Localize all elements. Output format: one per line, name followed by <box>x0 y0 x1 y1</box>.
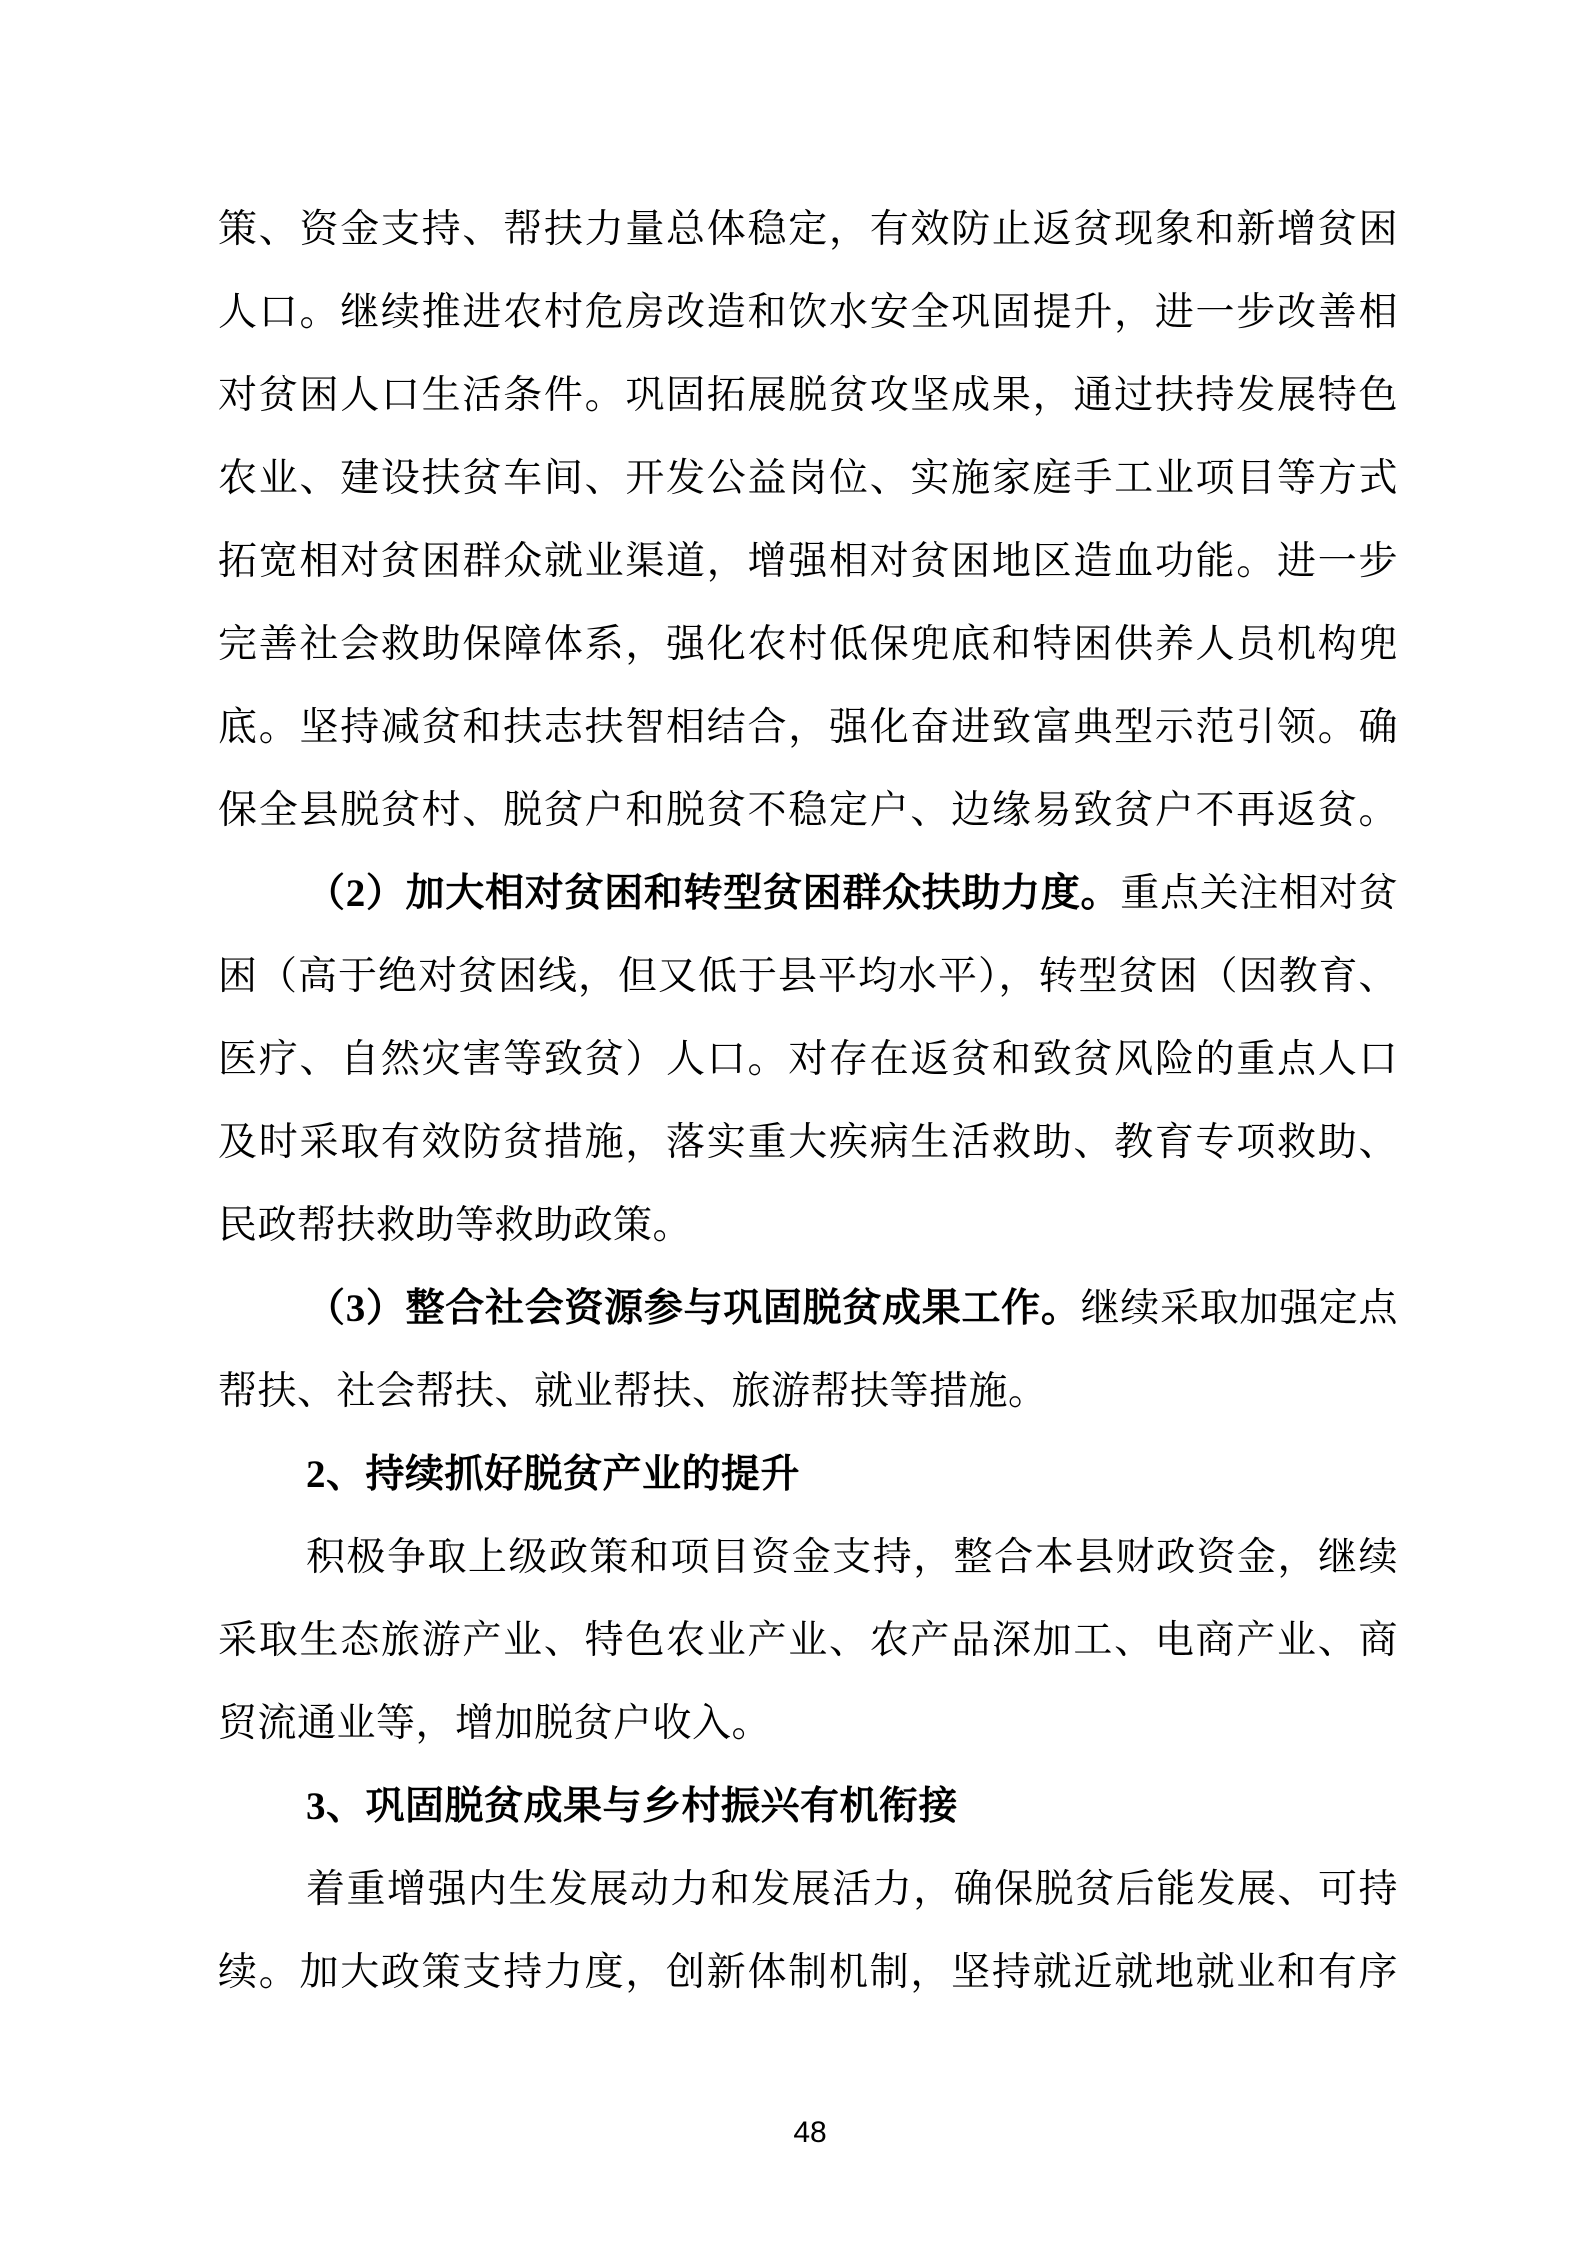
bold-segment: （3）整合社会资源参与巩固脱贫成果工作。 <box>306 1287 1081 1330</box>
text-segment: 保全县脱贫村、脱贫户和脱贫不稳定户、边缘易致贫户不再返贫。 <box>218 789 1398 832</box>
text-line <box>218 1184 1398 1267</box>
text-segment: 农业、建设扶贫车间、开发公益岗位、实施家庭手工业项目等方式 <box>218 457 1398 500</box>
text-segment: 完善社会救助保障体系，强化农村低保兜底和特困供养人员机构兜 <box>218 623 1398 666</box>
body-text <box>218 188 1398 2014</box>
text-line <box>218 1599 1398 1682</box>
text-line <box>218 188 1398 271</box>
text-line <box>218 437 1398 520</box>
text-segment: 重点关注相对贫 <box>1120 872 1398 915</box>
bold-segment: 2、持续抓好脱贫产业的提升 <box>306 1453 801 1496</box>
text-line <box>218 1101 1398 1184</box>
text-line <box>218 769 1398 852</box>
text-line <box>218 852 1398 935</box>
text-segment: 对贫困人口生活条件。巩固拓展脱贫攻坚成果，通过扶持发展特色 <box>218 374 1398 417</box>
text-line <box>218 1018 1398 1101</box>
text-line <box>218 1848 1398 1931</box>
section-heading <box>218 1765 1398 1848</box>
text-line <box>218 1516 1398 1599</box>
bold-segment: （2）加大相对贫困和转型贫困群众扶助力度。 <box>306 872 1121 915</box>
section-heading <box>218 1433 1398 1516</box>
text-segment: 拓宽相对贫困群众就业渠道，增强相对贫困地区造血功能。进一步 <box>218 540 1398 583</box>
text-segment: 续。加大政策支持力度，创新体制机制，坚持就近就地就业和有序 <box>218 1951 1398 1994</box>
text-line <box>218 686 1398 769</box>
text-line <box>218 1350 1398 1433</box>
text-segment: 底。坚持减贫和扶志扶智相结合，强化奋进致富典型示范引领。确 <box>218 706 1398 749</box>
text-segment: 医疗、自然灾害等致贫）人口。对存在返贫和致贫风险的重点人口 <box>218 1038 1398 1081</box>
text-segment: 继续采取加强定点 <box>1080 1287 1398 1330</box>
text-line <box>218 1267 1398 1350</box>
text-segment: 采取生态旅游产业、特色农业产业、农产品深加工、电商产业、商 <box>218 1619 1398 1662</box>
text-line <box>218 1682 1398 1765</box>
text-segment: 积极争取上级政策和项目资金支持，整合本县财政资金，继续 <box>306 1536 1398 1579</box>
text-segment: 帮扶、社会帮扶、就业帮扶、旅游帮扶等措施。 <box>218 1370 1048 1413</box>
text-segment: 贸流通业等，增加脱贫户收入。 <box>218 1702 772 1745</box>
text-segment: 困（高于绝对贫困线，但又低于县平均水平），转型贫困（因教育、 <box>218 955 1398 998</box>
text-segment: 着重增强内生发展动力和发展活力，确保脱贫后能发展、可持 <box>306 1868 1398 1911</box>
text-line <box>218 520 1398 603</box>
page-number: 48 <box>793 2116 827 2149</box>
text-segment: 策、资金支持、帮扶力量总体稳定，有效防止返贫现象和新增贫困 <box>218 208 1398 251</box>
text-segment: 民政帮扶救助等救助政策。 <box>218 1204 693 1247</box>
text-segment: 人口。继续推进农村危房改造和饮水安全巩固提升，进一步改善相 <box>218 291 1398 334</box>
bold-segment: 3、巩固脱贫成果与乡村振兴有机衔接 <box>306 1785 959 1828</box>
text-line <box>218 603 1398 686</box>
text-segment: 及时采取有效防贫措施，落实重大疾病生活救助、教育专项救助、 <box>218 1121 1398 1164</box>
text-line <box>218 1931 1398 2014</box>
text-line <box>218 271 1398 354</box>
text-line <box>218 935 1398 1018</box>
text-line <box>218 354 1398 437</box>
